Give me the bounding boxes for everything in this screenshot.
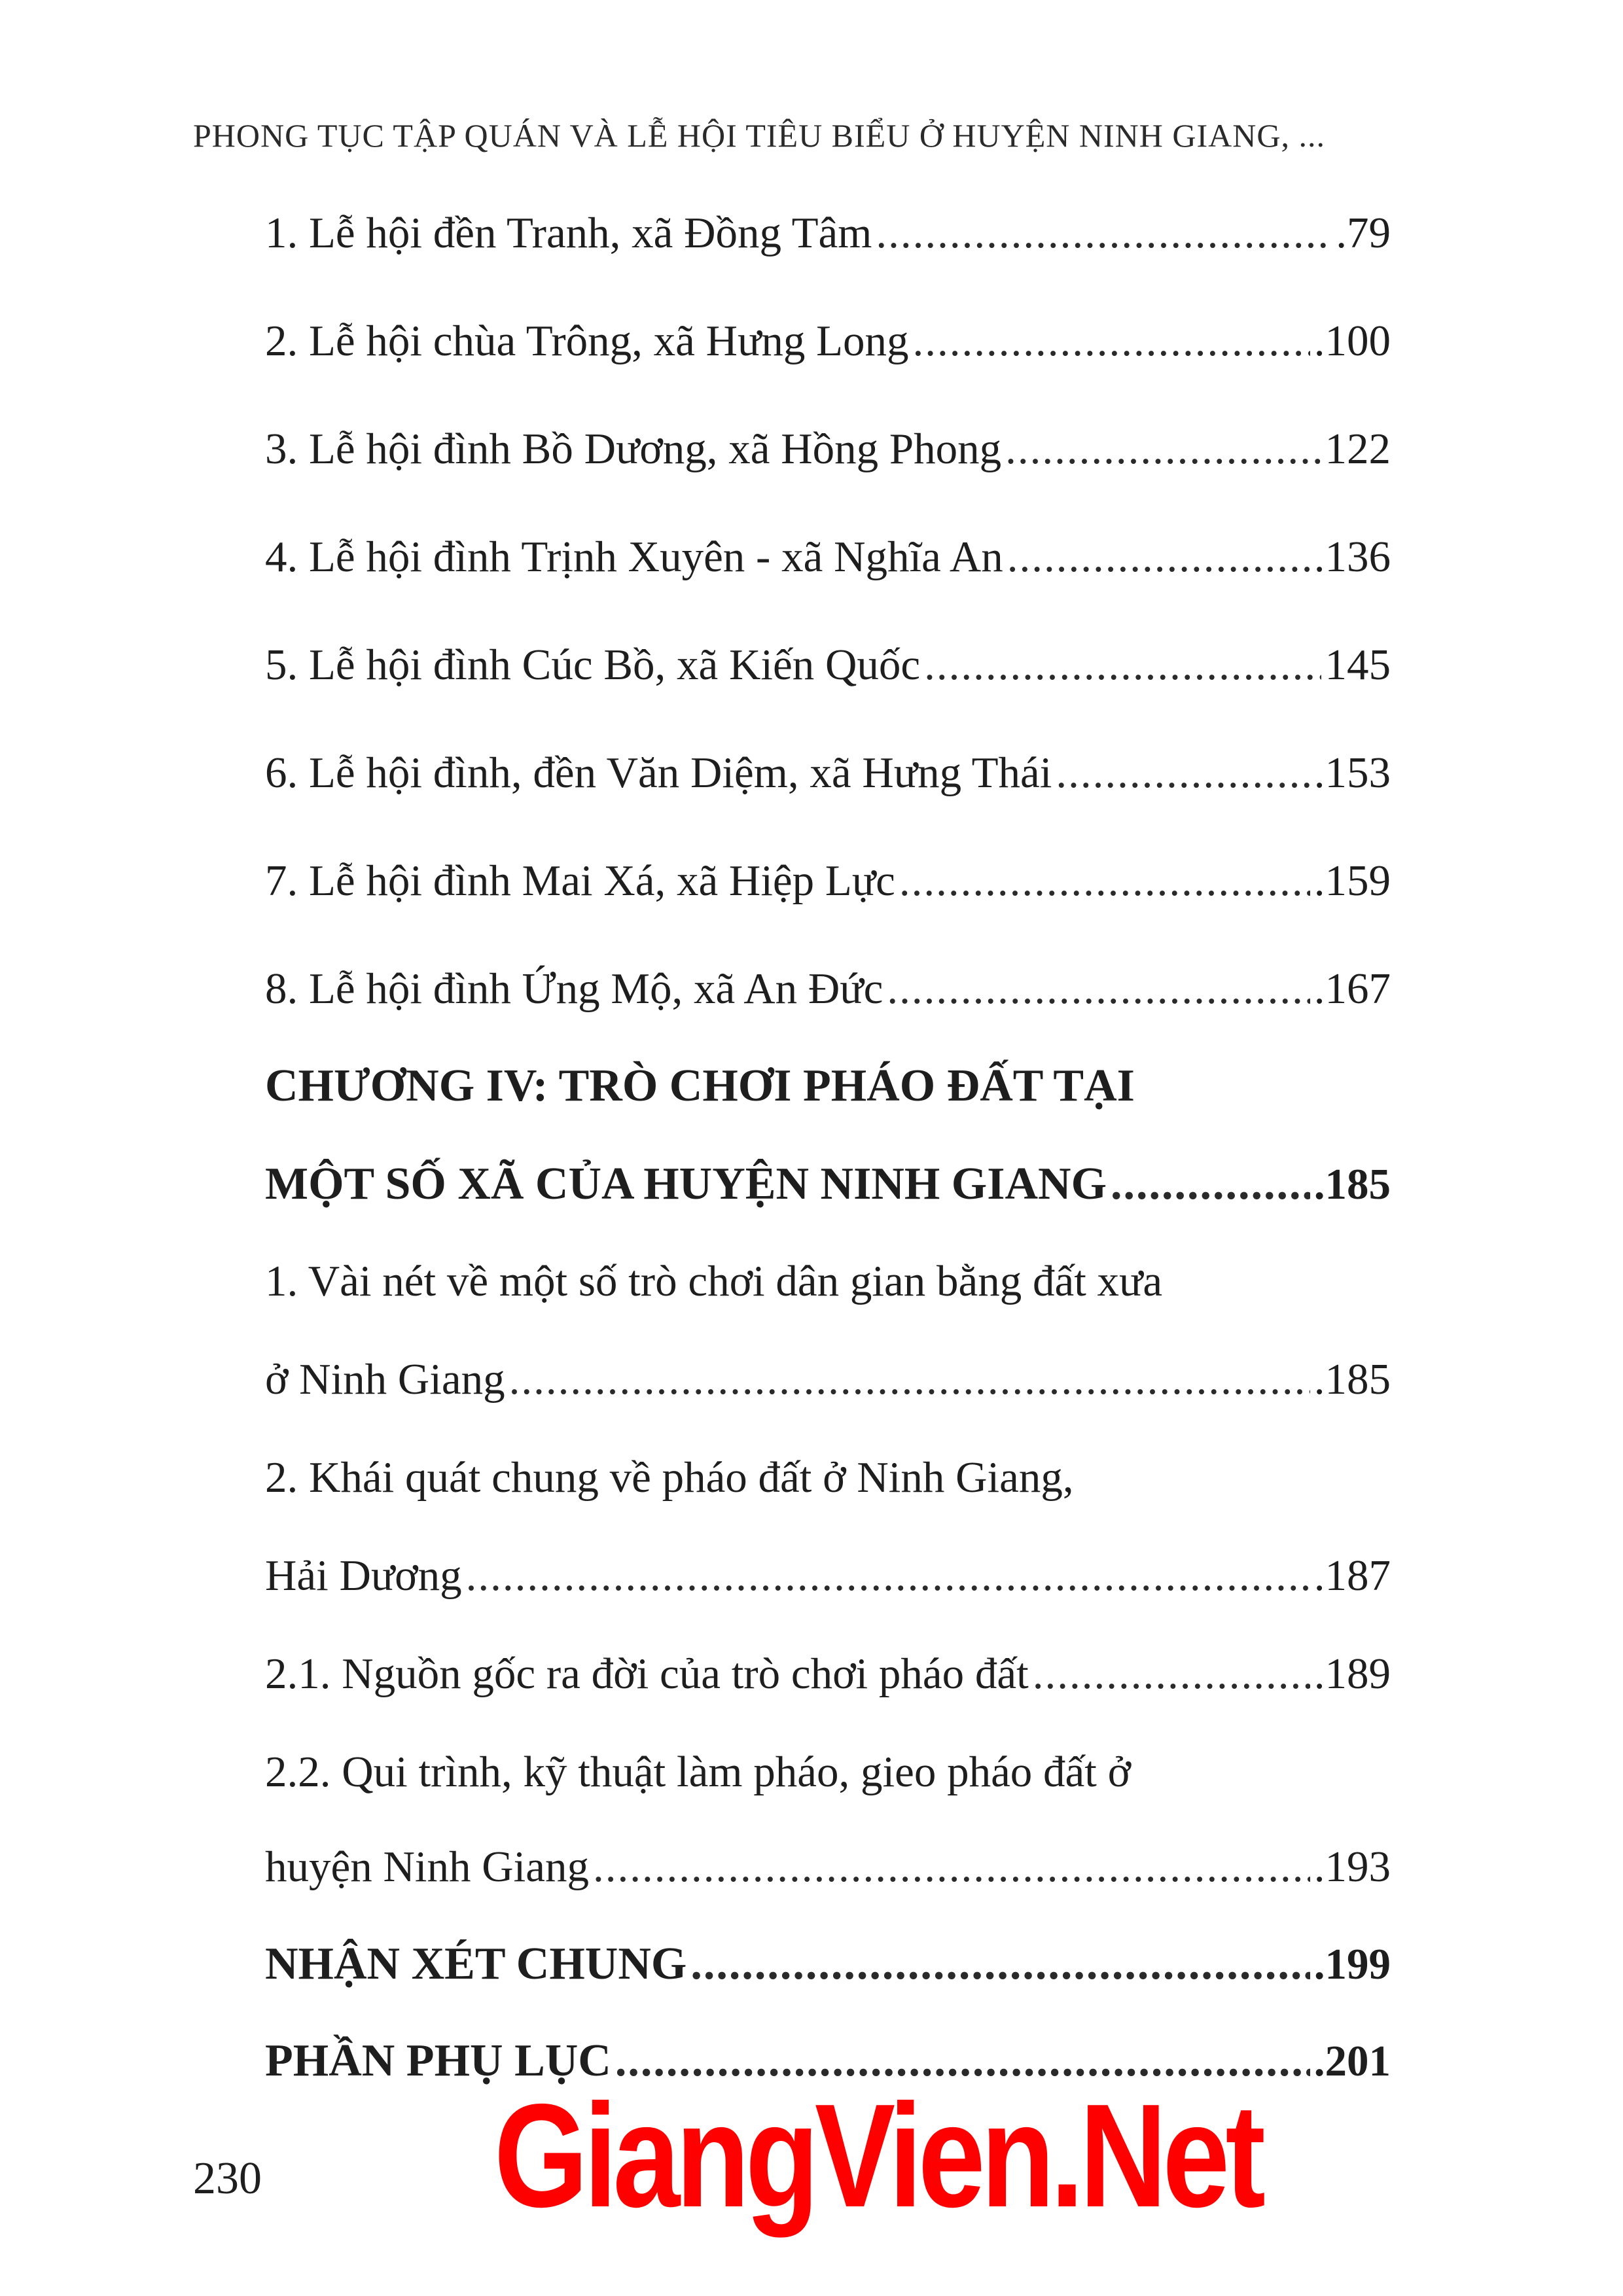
toc-entry xyxy=(265,424,1391,474)
toc-entry-title: 2.1. Nguồn gốc ra đời của trò chơi pháo đất xyxy=(265,1650,1029,1698)
dot-leader xyxy=(466,1551,1310,1601)
toc-entry-title: 5. Lễ hội đình Cúc Bồ, xã Kiến Quốc xyxy=(265,641,921,689)
toc-entry xyxy=(265,640,1391,690)
toc-entry-title: 4. Lễ hội đình Trịnh Xuyên - xã Nghĩa An xyxy=(265,533,1003,581)
toc-entry xyxy=(265,208,1391,258)
dot-leader xyxy=(1056,748,1310,798)
toc-entry-page: .153 xyxy=(1313,749,1391,797)
dot-leader xyxy=(1033,1649,1310,1699)
toc-entry-page: .187 xyxy=(1313,1551,1391,1600)
toc-entry-title: 1. Lễ hội đền Tranh, xã Đồng Tâm xyxy=(265,209,872,257)
page-number: 230 xyxy=(193,2153,262,2204)
toc-entry-page: .167 xyxy=(1313,964,1391,1013)
toc-entry-page: .199 xyxy=(1313,1940,1391,1988)
watermark: GiangVien.Net xyxy=(494,2073,1262,2238)
summary-title: NHẬN XÉT CHUNG xyxy=(265,1939,687,1989)
dot-leader xyxy=(913,316,1310,366)
dot-leader xyxy=(899,856,1310,906)
toc-entry xyxy=(265,856,1391,906)
toc-entry xyxy=(265,1551,1391,1601)
toc-entry xyxy=(265,964,1391,1014)
toc-entry-title-line1: 1. Vài nét về một số trò chơi dân gian bằng đất xưa xyxy=(265,1257,1163,1305)
summary-heading xyxy=(265,1938,1391,1990)
toc-entry-page: .100 xyxy=(1313,317,1391,365)
dot-leader xyxy=(876,208,1332,258)
toc-entry-page: 122 xyxy=(1325,425,1391,473)
appendix-title: PHẦN PHỤ LỤC xyxy=(265,2036,611,2086)
toc-entry xyxy=(265,1842,1391,1892)
dot-leader xyxy=(593,1842,1310,1892)
toc-entry-page: .193 xyxy=(1313,1843,1391,1891)
running-header: PHONG TỤC TẬP QUÁN VÀ LỄ HỘI TIÊU BIỂU Ở HUYỆN NINH GIANG, ... xyxy=(193,117,1325,154)
toc-entry-page: .201 xyxy=(1313,2037,1391,2085)
dot-leader xyxy=(887,964,1310,1014)
toc-entry-page: .159 xyxy=(1313,857,1391,905)
toc-entry-page: .185 xyxy=(1313,1355,1391,1404)
chapter-heading-line2: MỘT SỐ XÃ CỦA HUYỆN NINH GIANG xyxy=(265,1159,1107,1209)
chapter-heading-line1: CHƯƠNG IV: TRÒ CHƠI PHÁO ĐẤT TẠI xyxy=(265,1061,1135,1111)
toc-entry-page: .136 xyxy=(1313,533,1391,581)
dot-leader xyxy=(1005,424,1321,474)
toc-entry-title: 7. Lễ hội đình Mai Xá, xã Hiệp Lực xyxy=(265,857,895,905)
toc-entry-page: .79 xyxy=(1336,209,1391,257)
toc-entry-title-line2: Hải Dương xyxy=(265,1551,462,1600)
toc-entry-title: 2. Lễ hội chùa Trông, xã Hưng Long xyxy=(265,317,909,365)
toc-entry-title: 6. Lễ hội đình, đền Văn Diệm, xã Hưng Thái xyxy=(265,749,1052,797)
toc-entry-page: .185 xyxy=(1313,1160,1391,1209)
toc-entry-title-line1: 2. Khái quát chung về pháo đất ở Ninh Giang, xyxy=(265,1453,1074,1502)
toc-entry-title-line2: ở Ninh Giang xyxy=(265,1355,505,1404)
toc-entry-title-line2: huyện Ninh Giang xyxy=(265,1843,589,1891)
toc-entry xyxy=(265,1649,1391,1699)
toc-entry xyxy=(265,1354,1391,1405)
toc-entry xyxy=(265,316,1391,366)
toc-entry xyxy=(265,532,1391,582)
dot-leader xyxy=(1007,532,1310,582)
dot-leader xyxy=(1111,1158,1310,1210)
toc-entry-page: .189 xyxy=(1313,1650,1391,1698)
dot-leader xyxy=(690,1938,1310,1990)
toc-entry-title: 3. Lễ hội đình Bồ Dương, xã Hồng Phong xyxy=(265,425,1002,473)
toc-entry xyxy=(265,748,1391,798)
dot-leader xyxy=(924,640,1321,690)
toc-entry-title-line1: 2.2. Qui trình, kỹ thuật làm pháo, gieo pháo đất ở xyxy=(265,1748,1132,1796)
chapter-heading xyxy=(265,1158,1391,1210)
toc-entry-title: 8. Lễ hội đình Ứng Mộ, xã An Đức xyxy=(265,964,883,1013)
dot-leader xyxy=(509,1354,1310,1405)
toc-entry-page: 145 xyxy=(1325,641,1391,689)
